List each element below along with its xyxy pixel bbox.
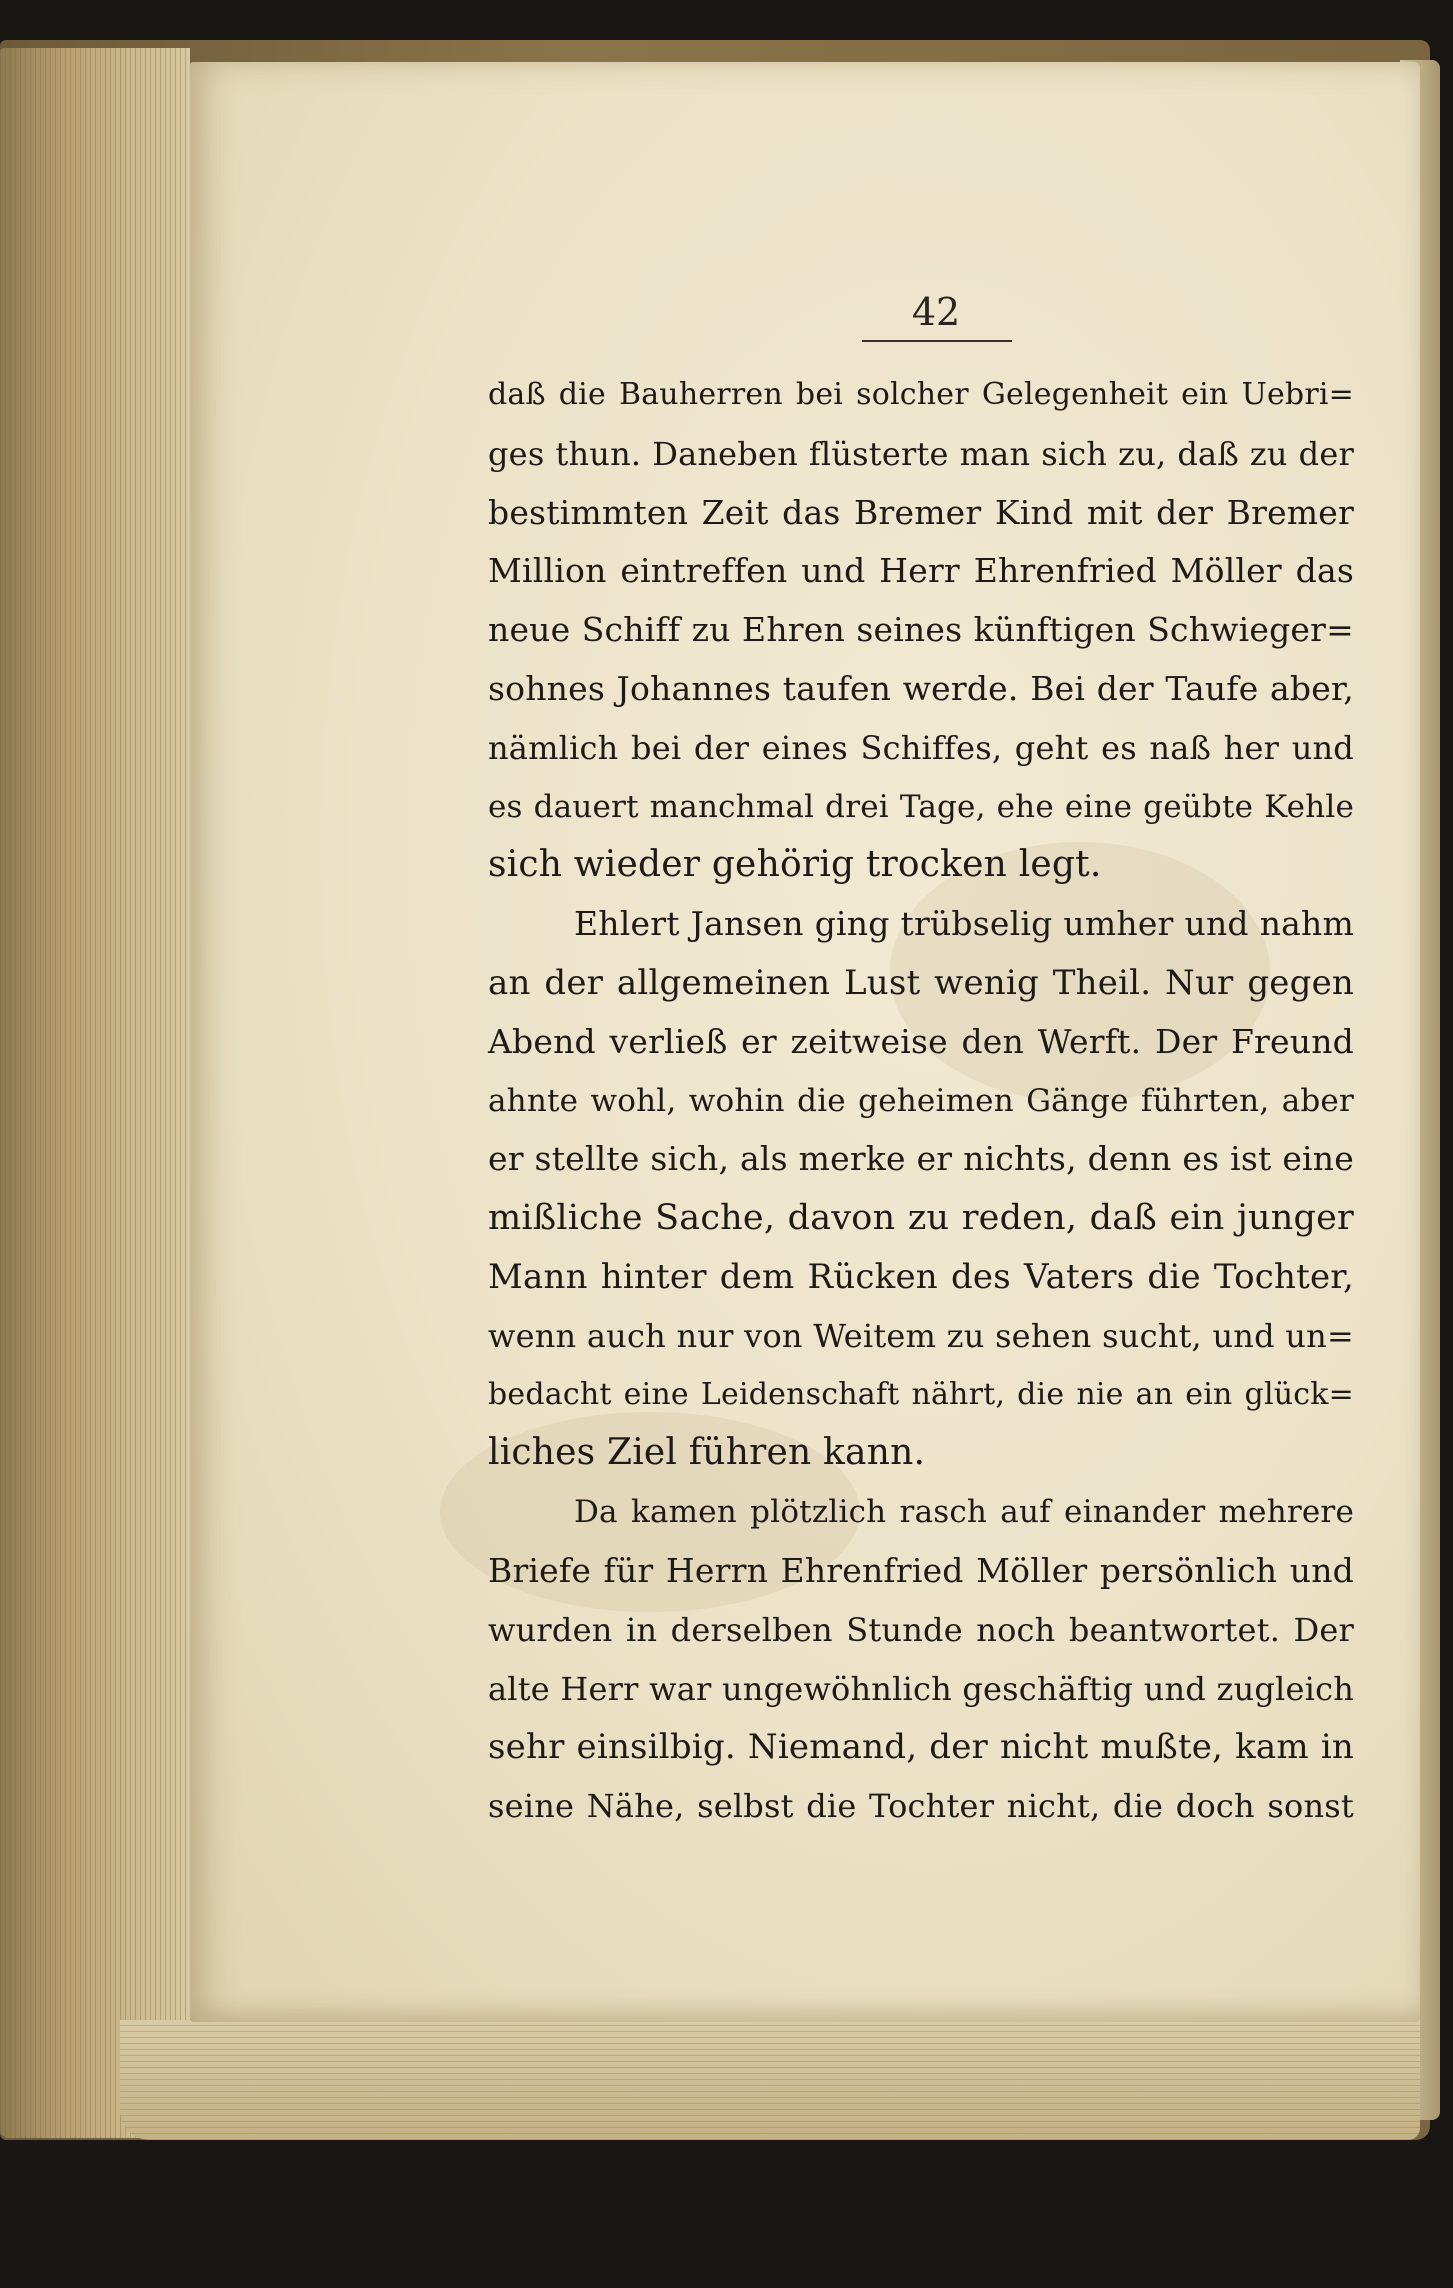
text-line: an der allgemeinen Lust wenig Theil. Nur gegen — [488, 962, 1354, 1003]
paragraph-1 — [488, 366, 1354, 895]
page-number: 42 — [911, 290, 961, 334]
paragraph-3 — [488, 1483, 1354, 1836]
text-line: neue Schiff zu Ehren seines künftigen Schwieger= — [488, 610, 1354, 650]
text-line: ges thun. Daneben flüsterte man sich zu, daß zu der — [488, 434, 1354, 473]
page-number-rule — [862, 340, 1012, 342]
text-line: bedacht eine Leidenschaft nährt, die nie an ein glück= — [488, 1376, 1354, 1412]
bottom-page-edges — [120, 2020, 1420, 2140]
text-line: bestimmten Zeit das Bremer Kind mit der Bremer — [488, 492, 1354, 532]
text-line: alte Herr war ungewöhnlich geschäftig und zugleich — [488, 1669, 1354, 1708]
text-line: es dauert manchmal drei Tage, ehe eine geübte Kehle — [488, 788, 1354, 825]
text-line: Abend verließ er zeitweise den Werft. Der Freund — [488, 1021, 1354, 1061]
text-line: wenn auch nur von Weitem zu sehen sucht, und un= — [488, 1316, 1354, 1355]
text-line: Mann hinter dem Rücken des Vaters die Tochter, — [488, 1256, 1354, 1297]
text-line: sehr einsilbig. Niemand, der nicht mußte, kam in — [488, 1727, 1354, 1768]
text-line: liches Ziel führen kann. — [488, 1432, 926, 1474]
text-line: sich wieder gehörig trocken legt. — [488, 844, 1102, 886]
text-line: ahnte wohl, wohin die geheimen Gänge führten, aber — [488, 1082, 1354, 1119]
text-line: mißliche Sache, davon zu reden, daß ein junger — [488, 1198, 1354, 1239]
body-text — [488, 366, 1354, 1836]
text-line: Million eintreffen und Herr Ehrenfried Möller das — [488, 551, 1354, 591]
text-line: Da kamen plötzlich rasch auf einander mehrere — [574, 1494, 1354, 1531]
text-line: er stellte sich, als merke er nichts, denn es ist eine — [488, 1139, 1354, 1179]
left-page-edges — [0, 48, 190, 2138]
text-line: sohnes Johannes taufen werde. Bei der Taufe aber, — [488, 668, 1354, 708]
paragraph-2 — [488, 895, 1354, 1483]
text-line: daß die Bauherren bei solcher Gelegenheit ein Uebri= — [488, 377, 1354, 412]
text-line: wurden in derselben Stunde noch beantwortet. Der — [488, 1610, 1354, 1649]
text-line: nämlich bei der eines Schiffes, geht es naß her und — [488, 728, 1354, 767]
text-line: Briefe für Herrn Ehrenfried Möller persönlich und — [488, 1550, 1354, 1590]
text-line: seine Nähe, selbst die Tochter nicht, die doch sonst — [488, 1787, 1354, 1826]
text-line: Ehlert Jansen ging trübselig umher und nahm — [574, 904, 1354, 944]
